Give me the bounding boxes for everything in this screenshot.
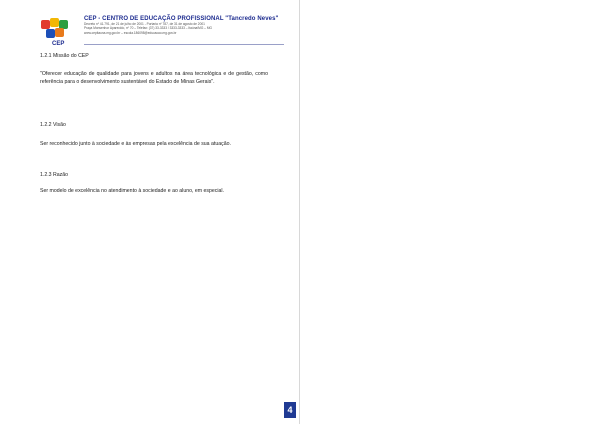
heading-missao: 1.2.1 Missão do CEP xyxy=(40,53,89,59)
letterhead-line: Decreto nº 41.791, de 21 de julho de 2001 - Portaria nº 787, de 31 de agosto de 2001 xyxy=(84,22,205,26)
cep-logo xyxy=(40,16,80,46)
page-number: 4 xyxy=(284,402,296,418)
svg-text:CEP: CEP xyxy=(52,41,65,46)
page-right xyxy=(300,0,600,424)
letterhead-title: CEP - CENTRO DE EDUCAÇÃO PROFISSIONAL "Tancredo Neves" xyxy=(84,16,279,22)
letterhead-line: Praça Monsenhor Aparecido, nº 70 – Telefax: (37) 33-3333 / 3333-3333 – Itaúna/MG – MG xyxy=(84,26,212,31)
paragraph-razao: Ser modelo de excelência no atendimento à sociedade e ao aluno, em especial. xyxy=(40,188,224,194)
heading-razao: 1.2.3 Razão xyxy=(40,172,68,178)
paragraph-visao: Ser reconhecido junto à sociedade e às empresas pela excelência de sua atuação. xyxy=(40,141,231,147)
letterhead-line: www.cepitauna.mg.gov.br – escola.186098@educacao.mg.gov.br xyxy=(84,30,177,35)
paragraph-missao: "Oferecer educação de qualidade para jovens e adultos na área tecnológica e de gestão, como referência para o desenvolvimento sustentável do Estado de Minas Gerais". xyxy=(40,71,268,85)
heading-visao: 1.2.2 Visão xyxy=(40,122,66,128)
letterhead-rule xyxy=(84,44,284,45)
